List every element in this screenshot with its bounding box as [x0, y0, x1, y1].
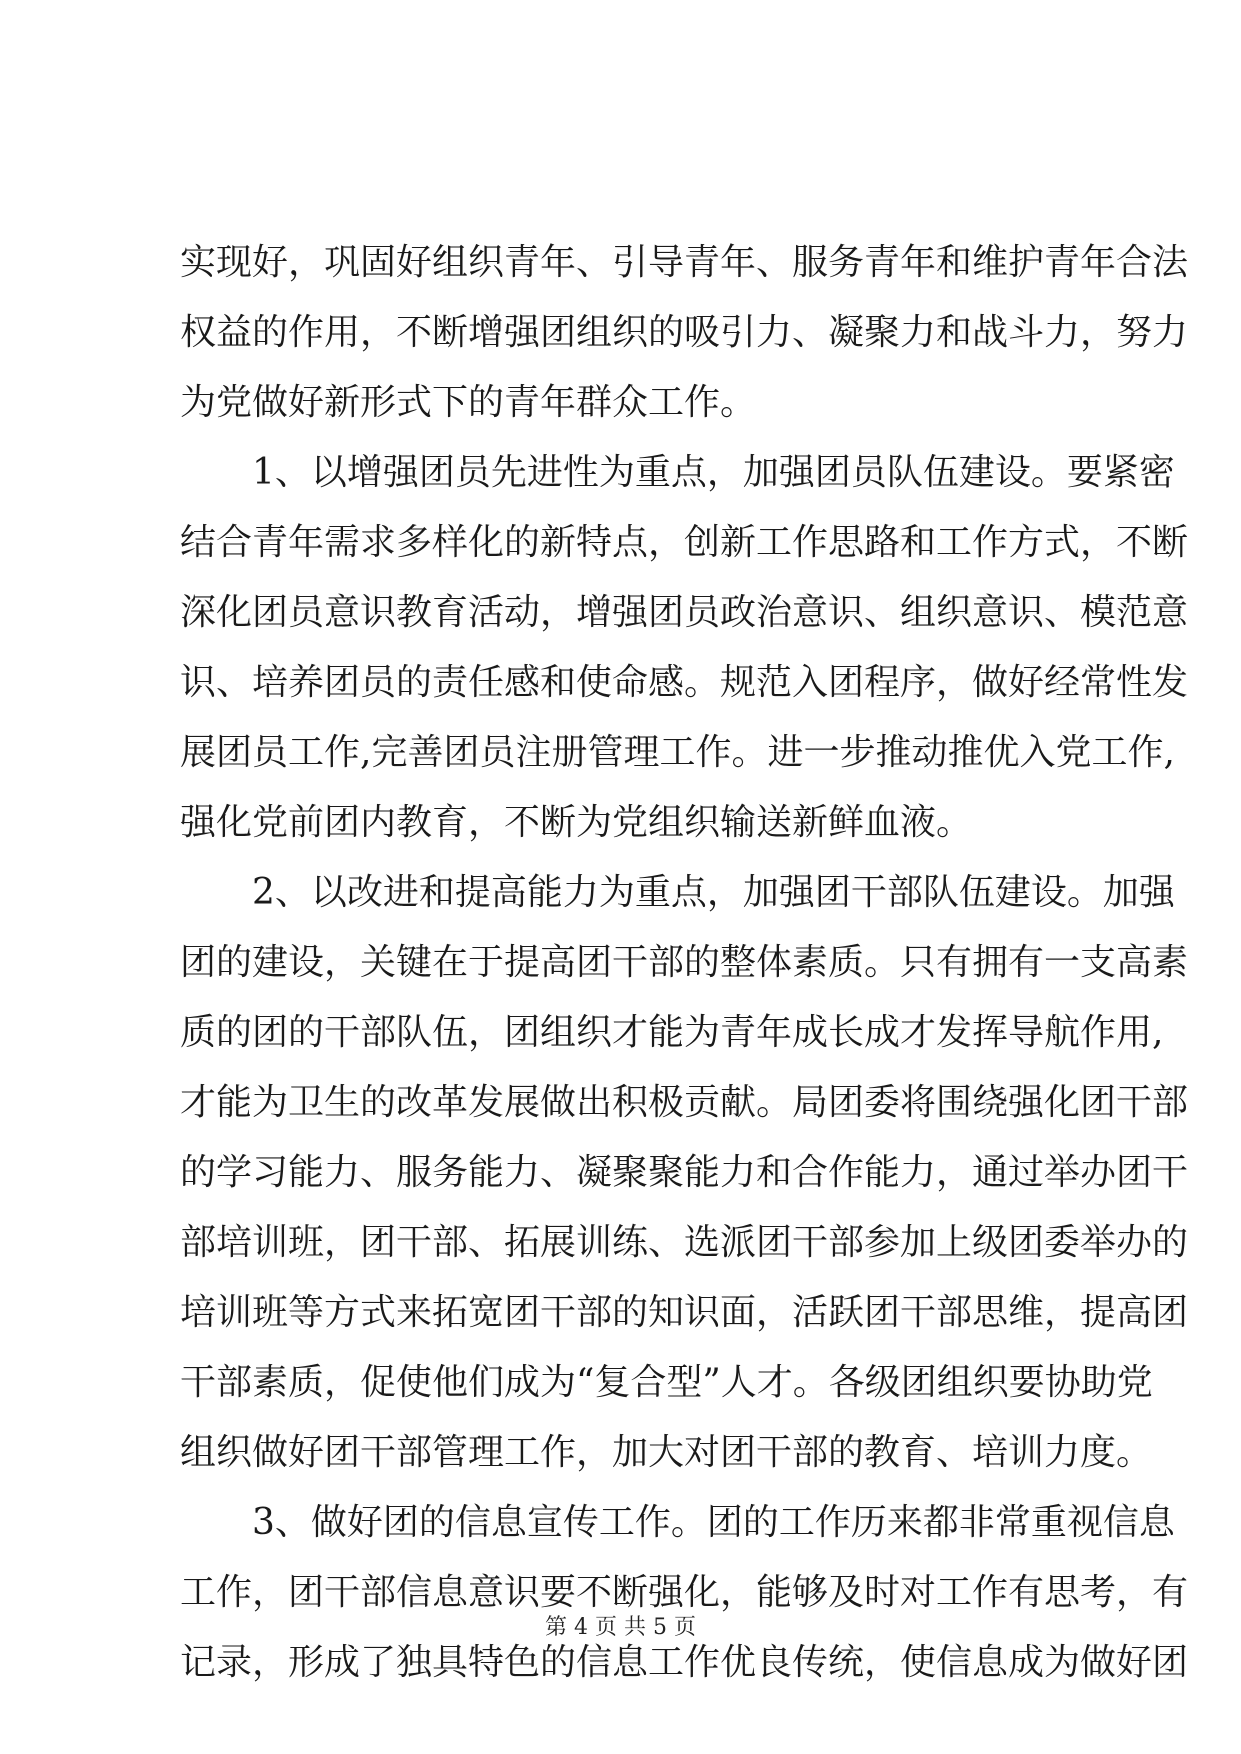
text-line: 结合青年需求多样化的新特点，创新工作思路和工作方式，不断	[180, 522, 1189, 563]
text-line: 记录，形成了独具特色的信息工作优良传统，使信息成为做好团	[180, 1642, 1189, 1683]
text-line: 的学习能力、服务能力、凝聚聚能力和合作能力，通过举办团干	[180, 1152, 1189, 1193]
text-line: 1、以增强团员先进性为重点，加强团员队伍建设。要紧密	[180, 452, 1175, 493]
text-line: 深化团员意识教育活动，增强团员政治意识、组织意识、模范意	[180, 592, 1189, 633]
text-line: 质的团的干部队伍，团组织才能为青年成长成才发挥导航作用,	[180, 1012, 1164, 1053]
text-line: 干部素质，促使他们成为“复合型”人才。各级团组织要协助党	[180, 1362, 1153, 1403]
text-line: 3、做好团的信息宣传工作。团的工作历来都非常重视信息	[180, 1502, 1175, 1543]
text-line: 培训班等方式来拓宽团干部的知识面，活跃团干部思维，提高团	[180, 1292, 1189, 1333]
text-line: 强化党前团内教育，不断为党组织输送新鲜血液。	[180, 802, 973, 843]
text-line: 识、培养团员的责任感和使命感。规范入团程序，做好经常性发	[180, 662, 1189, 703]
document-body	[180, 228, 1189, 1698]
text-line: 为党做好新形式下的青年群众工作。	[180, 382, 757, 423]
page-number-footer: 第 4 页 共 5 页	[545, 1615, 696, 1640]
text-line: 工作，团干部信息意识要不断强化，能够及时对工作有思考，有	[180, 1572, 1189, 1613]
text-line: 实现好，巩固好组织青年、引导青年、服务青年和维护青年合法	[180, 242, 1189, 283]
text-line: 展团员工作,完善团员注册管理工作。进一步推动推优入党工作,	[180, 732, 1175, 773]
text-line: 权益的作用，不断增强团组织的吸引力、凝聚力和战斗力，努力	[180, 312, 1189, 353]
text-line: 部培训班，团干部、拓展训练、选派团干部参加上级团委举办的	[180, 1222, 1189, 1263]
text-line: 团的建设，关键在于提高团干部的整体素质。只有拥有一支高素	[180, 942, 1189, 983]
text-line: 才能为卫生的改革发展做出积极贡献。局团委将围绕强化团干部	[180, 1082, 1189, 1123]
text-line: 2、以改进和提高能力为重点，加强团干部队伍建设。加强	[180, 872, 1175, 913]
text-line: 组织做好团干部管理工作，加大对团干部的教育、培训力度。	[180, 1432, 1153, 1473]
